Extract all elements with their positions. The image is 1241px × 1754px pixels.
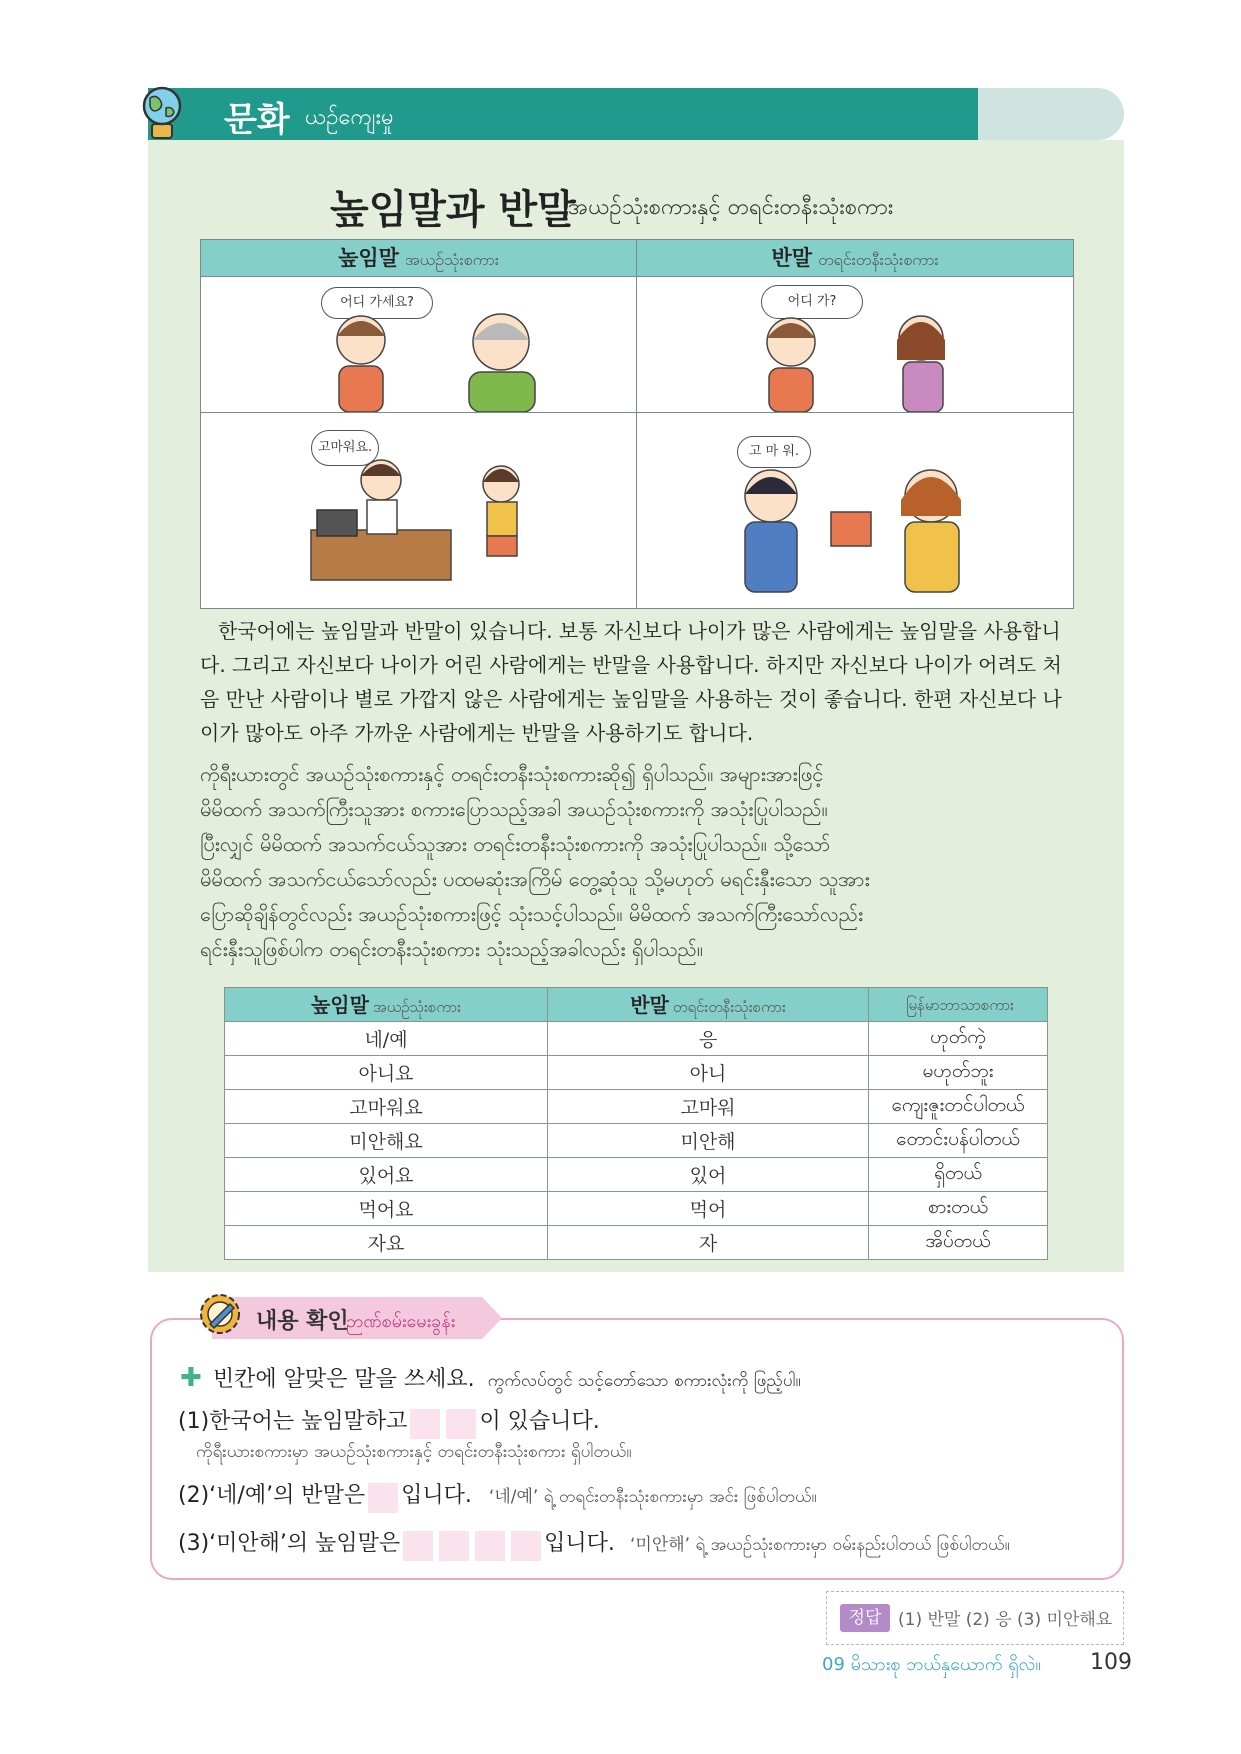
quiz-instruction-ko: 빈칸에 알맞은 말을 쓰세요. — [212, 1367, 475, 1392]
cell-casual: 고마워 — [548, 1090, 869, 1124]
section-label-korean: 문화 — [224, 100, 290, 140]
cell-casual: 먹어 — [548, 1192, 869, 1226]
header-ko: 반말 — [630, 993, 669, 1017]
quiz-instruction-my: ကွက်လပ်တွင် သင့်တော်သော စကားလုံးကို ဖြည့်ပါ။ — [487, 1371, 801, 1391]
page-title: 높임말과 반말 — [330, 187, 576, 233]
cell-honorific: 아니요 — [225, 1056, 548, 1090]
header-my: အယဉ်သုံးစကား — [372, 998, 462, 1016]
cell-myanmar: အိပ်တယ် — [869, 1226, 1048, 1260]
question-1 — [178, 1404, 600, 1439]
speech-bubble: 고마워요. — [311, 430, 379, 466]
cell-myanmar: စားတယ် — [869, 1192, 1048, 1226]
table-row — [225, 1022, 1048, 1056]
paragraph-myanmar-line: ကိုရီးယားတွင် အယဉ်သုံးစကားနှင့် တရင်းတနီးသုံးစကားဆို၍ ရှိပါသည်။ အများအားဖြင့် — [200, 762, 824, 786]
speech-bubble: 어디 가세요? — [321, 287, 433, 319]
paragraph-korean — [200, 614, 1080, 750]
comic-header-honorific-ko: 높임말 — [338, 246, 399, 270]
answer-label: 정답 — [840, 1604, 890, 1632]
answer-blank[interactable] — [403, 1531, 433, 1561]
header-my: မြန်မာဘာသာစကား — [906, 996, 1014, 1014]
question-3-text: (3)‘미안해’의 높임말은 — [178, 1531, 401, 1556]
comic-header-honorific — [201, 240, 636, 277]
cell-myanmar: တောင်းပန်ပါတယ် — [869, 1124, 1048, 1158]
cell-honorific: 미안해요 — [225, 1124, 548, 1158]
table-row — [225, 1056, 1048, 1090]
answer-blank[interactable] — [475, 1531, 505, 1561]
vocabulary-table — [224, 987, 1048, 1260]
paragraph-korean-line: 다. 그리고 자신보다 나이가 어린 사람에게는 반말을 사용합니다. 하지만 자신보다 나이가 어려도 처 — [200, 653, 1062, 677]
table-header-honorific — [225, 988, 548, 1022]
paragraph-korean-line: 한국어에는 높임말과 반말이 있습니다. 보통 자신보다 나이가 많은 사람에게는 높임말을 사용합니 — [218, 619, 1061, 643]
question-3-translation: ‘미안해’ ရဲ့ အယဉ်သုံးစကားမှာ ဝမ်းနည်းပါတယ် ဖြစ်ပါတယ်။ — [630, 1535, 1010, 1555]
illustration-office-thanks — [301, 450, 601, 600]
cell-honorific: 고마워요 — [225, 1090, 548, 1124]
globe-icon — [140, 84, 184, 144]
answer-blank[interactable] — [439, 1531, 469, 1561]
question-1-text: (1)한국어는 높임말하고 — [178, 1409, 408, 1434]
table-row — [225, 1226, 1048, 1260]
answer-blank[interactable] — [511, 1531, 541, 1561]
illustration-girl-and-elder — [301, 310, 601, 412]
comic-divider-horizontal — [201, 412, 1073, 413]
question-3-end: 입니다. — [544, 1531, 615, 1556]
paragraph-myanmar-line: မိမိထက် အသက်ကြီးသူအား စကားပြောသည့်အခါ အယဉ်သုံးစကားကို အသုံးပြုပါသည်။ — [200, 797, 828, 821]
cell-myanmar: ရှိတယ် — [869, 1158, 1048, 1192]
table-row — [225, 1158, 1048, 1192]
section-label-myanmar: ယဉ်ကျေးမှု — [305, 105, 394, 130]
paragraph-myanmar-line: ရင်းနှီးသူဖြစ်ပါက တရင်းတနီးသုံးစကား သုံးသည့်အခါလည်း ရှိပါသည်။ — [200, 937, 703, 961]
table-header-casual — [548, 988, 869, 1022]
paragraph-myanmar-line: ပြီးလျှင် မိမိထက် အသက်ငယ်သူအား တရင်းတနီးသုံးစကားကို အသုံးပြုပါသည်။ သို့သော် — [200, 832, 831, 856]
answer-blank[interactable] — [446, 1409, 476, 1439]
cell-honorific: 네/예 — [225, 1022, 548, 1056]
question-2-text: (2)‘네/예’의 반말은 — [178, 1483, 366, 1508]
cell-myanmar: ဟုတ်ကဲ့ — [869, 1022, 1048, 1056]
table-row — [225, 1124, 1048, 1158]
cell-myanmar: ကျေးဇူးတင်ပါတယ် — [869, 1090, 1048, 1124]
gear-pencil-icon — [196, 1290, 244, 1338]
question-3 — [178, 1526, 1010, 1561]
paragraph-myanmar-line: မိမိထက် အသက်ငယ်သော်လည်း ပထမဆုံးအကြိမ် တွေ့ဆုံသူ သို့မဟုတ် မရင်းနှီးသော သူအား — [200, 867, 870, 891]
question-2-translation: ‘네/예’ ရဲ့ တရင်းတနီးသုံးစကားမှာ အင်း ဖြစ်ပါတယ်။ — [488, 1487, 817, 1507]
paragraph-korean-line: 이가 많아도 아주 가까운 사람에게는 반말을 사용하기도 합니다. — [200, 721, 754, 745]
question-2-end: 입니다. — [401, 1483, 472, 1508]
comic-header-casual-my: တရင်းတနီးသုံးစကား — [818, 250, 939, 269]
table-row — [225, 1192, 1048, 1226]
paragraph-myanmar — [200, 757, 1080, 967]
cell-myanmar: မဟုတ်ဘူး — [869, 1056, 1048, 1090]
cell-casual: 미안해 — [548, 1124, 869, 1158]
page-title-translation: အယဉ်သုံးစကားနှင့် တရင်းတနီးသုံးစကား — [568, 195, 894, 220]
cell-honorific: 자요 — [225, 1226, 548, 1260]
cell-casual: 자 — [548, 1226, 869, 1260]
cell-casual: 응 — [548, 1022, 869, 1056]
plus-icon: ✚ — [180, 1363, 202, 1393]
question-2 — [178, 1478, 817, 1513]
comic-grid — [200, 239, 1074, 609]
quiz-title-translation: ဉာဏ်စမ်းမေးခွန်း — [346, 1311, 456, 1332]
comic-divider-vertical — [636, 240, 637, 608]
comic-header-casual — [637, 240, 1073, 277]
table-header-myanmar — [869, 988, 1048, 1022]
chapter-title: 09 မိသားစု ဘယ်နှယောက် ရှိလဲ။ — [822, 1654, 1041, 1675]
illustration-gift-thanks — [701, 456, 1041, 606]
cell-honorific: 먹어요 — [225, 1192, 548, 1226]
table-header-row — [225, 988, 1048, 1022]
paragraph-korean-line: 음 만난 사람이나 별로 가깝지 않은 사람에게는 높임말을 사용하는 것이 좋습니다. 한편 자신보다 나 — [200, 687, 1062, 711]
quiz-instruction — [180, 1362, 801, 1395]
question-1-end: 이 있습니다. — [479, 1409, 600, 1434]
cell-casual: 아니 — [548, 1056, 869, 1090]
header-my: တရင်းတနီးသုံးစကား — [672, 998, 786, 1016]
question-1-translation: ကိုရီးယားစကားမှာ အယဉ်သုံးစကားနှင့် တရင်းတနီးသုံးစကား ရှိပါတယ်။ — [196, 1442, 632, 1462]
answer-text: (1) 반말 (2) 응 (3) 미안해요 — [898, 1610, 1113, 1630]
speech-bubble: 어디 가? — [761, 285, 863, 319]
page-number: 109 — [1090, 1650, 1132, 1675]
quiz-title: 내용 확인 — [256, 1309, 349, 1334]
speech-bubble: 고 마 워. — [737, 436, 811, 468]
illustration-two-girls — [731, 310, 1031, 412]
cell-casual: 있어 — [548, 1158, 869, 1192]
answer-blank[interactable] — [368, 1483, 398, 1513]
cell-honorific: 있어요 — [225, 1158, 548, 1192]
table-row — [225, 1090, 1048, 1124]
comic-header-casual-ko: 반말 — [771, 246, 813, 270]
header-ko: 높임말 — [310, 993, 369, 1017]
answer-blank[interactable] — [410, 1409, 440, 1439]
paragraph-myanmar-line: ပြောဆိုချိန်တွင်လည်း အယဉ်သုံးစကားဖြင့် သုံးသင့်ပါသည်။ မိမိထက် အသက်ကြီးသော်လည်း — [200, 902, 864, 926]
comic-header-honorific-my: အယဉ်သုံးစကား — [404, 250, 499, 269]
